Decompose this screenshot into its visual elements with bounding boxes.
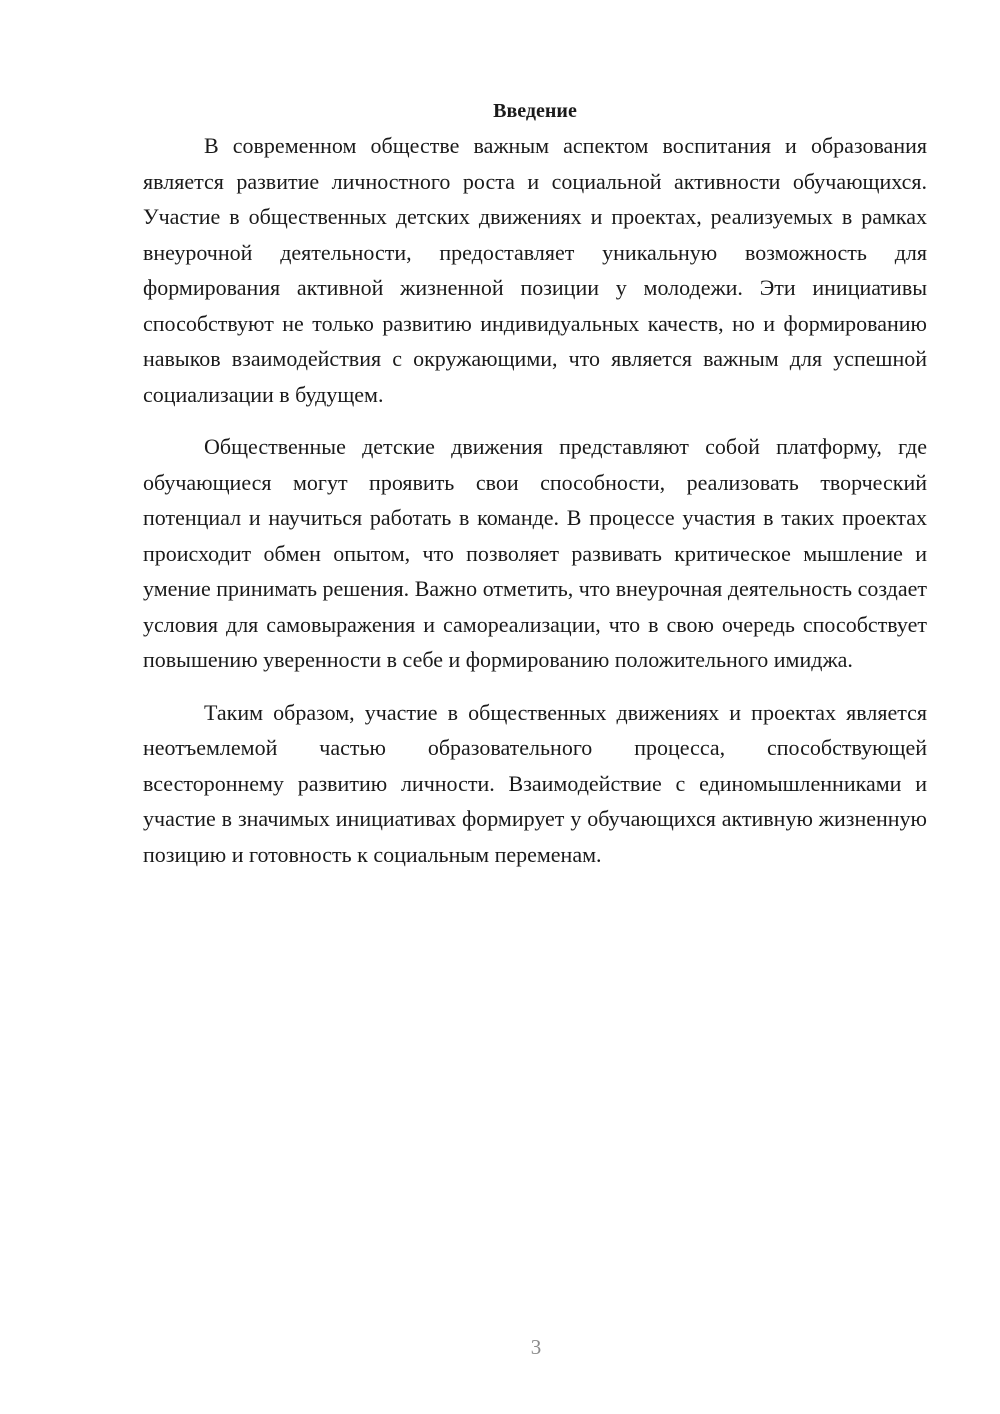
page-number: 3 [530,1335,542,1359]
paragraph-3: Таким образом, участие в общественных движениях и проектах является неотъемлемой частью образовательного процесса, способствующей всестороннему развитию личности. Взаимодействие с единомышленниками и участие в значимых инициативах формирует у обучающихся активную жизненную позицию и готовность к социальным переменам. [143,699,927,867]
paragraph-1: В современном обществе важным аспектом воспитания и образования является развитие личностного роста и социальной активности обучающихся. Участие в общественных детских движениях и проектах, реализуемых в рамках внеурочной деятельности, предоставляет уникальную возможность для формирования активной жизненной позиции у молодежи. Эти инициативы способствуют не только развитию индивидуальных качеств, но и формированию навыков взаимодействия с окружающими, что является важным для успешной социализации в будущем. [143,133,927,407]
section-title: Введение [493,100,577,122]
page-content [143,96,927,889]
paragraph-2: Общественные детские движения представляют собой платформу, где обучающиеся могут проявить свои способности, реализовать творческий потенциал и научиться работать в команде. В процессе участия в таких проектах происходит обмен опытом, что позволяет развивать критическое мышление и умение принимать решения. Важно отметить, что внеурочная деятельность создает условия для самовыражения и самореализации, что в свою очередь способствует повышению уверенности в себе и формированию положительного имиджа. [143,434,927,672]
